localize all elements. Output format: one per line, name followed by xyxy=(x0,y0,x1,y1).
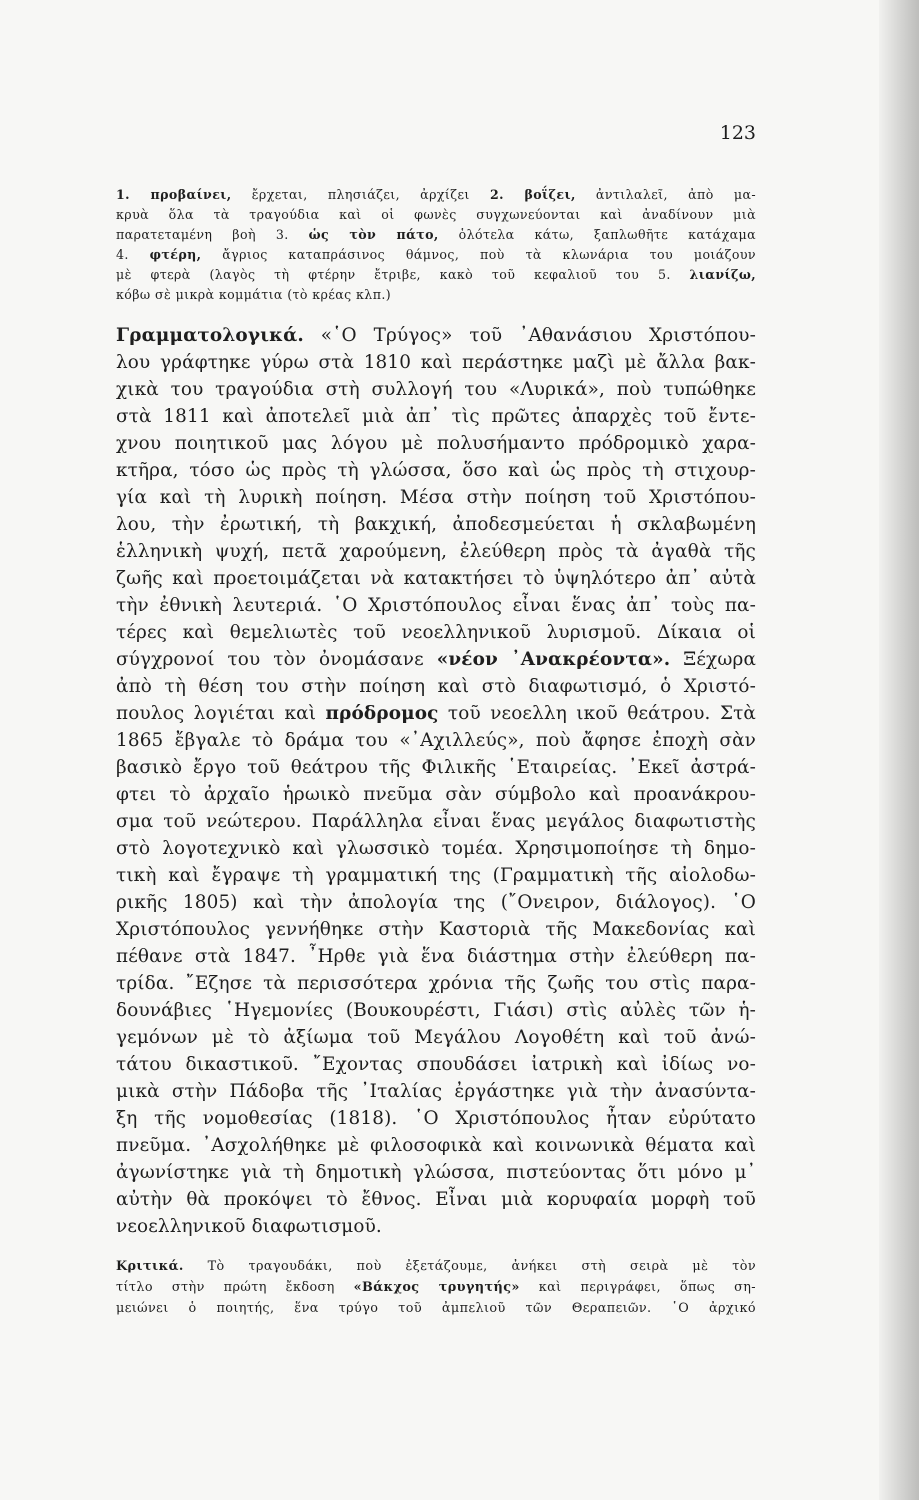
text-segment: ἀπὸ τὴ θέση του στὴν ποίηση καὶ στὸ διαφωτισμό, ὁ Χριστό- xyxy=(116,676,756,697)
emphasis-text: 2. βοΐζει, xyxy=(489,187,576,202)
text-line xyxy=(116,349,756,376)
text-line xyxy=(116,916,756,943)
critique-line xyxy=(116,1299,756,1320)
text-segment: ἀντιλαλεῖ, ἀπὸ μα- xyxy=(575,187,757,202)
text-segment: ὁλότελα κάτω, ξαπλωθῆτε κατάχαμα xyxy=(438,227,757,242)
text-segment: καὶ περιγράφει, ὅπως ση- xyxy=(519,1280,756,1295)
page-number: 123 xyxy=(719,122,756,144)
text-segment: ἑλληνικὴ ψυχή, πετᾶ χαρούμενη, ἐλεύθερη πρὸς τὰ ἀγαθὰ τῆς xyxy=(116,541,756,562)
text-segment: Χριστόπουλος γεννήθηκε στὴν Καστοριὰ τῆς Μακεδονίας καὶ xyxy=(116,919,756,940)
text-segment: λου γράφτηκε γύρω στὰ 1810 καὶ περάστηκε μαζὶ μὲ ἄλλα βακ- xyxy=(116,352,756,373)
text-segment: πέθανε στὰ 1847. ῏Ηρθε γιὰ ἕνα διάστημα στὴν ἐλεύθερη πα- xyxy=(116,946,756,967)
text-line xyxy=(116,430,756,457)
footnote-line xyxy=(116,285,756,305)
text-line xyxy=(116,376,756,403)
text-line xyxy=(116,1078,756,1105)
page-edge-shadow xyxy=(879,0,919,1500)
text-segment: σύγχρονοί του τὸν ὀνομάσανε xyxy=(116,649,437,670)
text-segment: ρικῆς 1805) καὶ τὴν ἀπολογία της (῎Ονειρον, διάλογος). ῾Ο xyxy=(116,892,756,913)
text-segment: κόβω σὲ μικρὰ κομμάτια (τὸ κρέας κλπ.) xyxy=(116,287,392,302)
text-line xyxy=(116,538,756,565)
text-line xyxy=(116,1105,756,1132)
text-line xyxy=(116,1186,756,1213)
text-segment: τὴν ἐθνικὴ λευτεριά. ῾Ο Χριστόπουλος εἶναι ἕνας ἀπ᾿ τοὺς πα- xyxy=(116,595,756,616)
text-segment: τοῦ νεοελλη ικοῦ θεάτρου. Στὰ xyxy=(438,703,756,724)
text-line xyxy=(116,754,756,781)
text-segment: Ξέχωρα xyxy=(670,649,757,670)
text-segment: ἄγριος καταπράσινος θάμνος, ποὺ τὰ κλωνάρια του μοιάζουν xyxy=(201,247,756,262)
text-line xyxy=(116,1024,756,1051)
text-line xyxy=(116,862,756,889)
text-line xyxy=(116,943,756,970)
text-segment: πνεῦμα. ᾿Ασχολήθηκε μὲ φιλοσοφικὰ καὶ κοινωνικὰ θέματα καὶ xyxy=(116,1135,756,1156)
text-line xyxy=(116,322,756,349)
emphasis-text: «Βάκχος τρυγητής» xyxy=(353,1280,520,1295)
text-line xyxy=(116,970,756,997)
text-segment: χικὰ του τραγούδια στὴ συλλογή του «Λυρικά», ποὺ τυπώθηκε xyxy=(116,379,756,400)
emphasis-text: 1. προβαίνει, xyxy=(116,187,232,202)
text-segment: ζωῆς καὶ προετοιμάζεται νὰ κατακτήσει τὸ ὑψηλότερο ἀπ᾿ αὐτὰ xyxy=(116,568,756,589)
text-line xyxy=(116,700,756,727)
emphasis-text: λιανίζω, xyxy=(689,267,756,282)
footnote-line xyxy=(116,265,756,285)
text-segment: ἔρχεται, πλησιάζει, ἀρχίζει xyxy=(231,187,490,202)
text-segment: αὐτὴν θὰ προκόψει τὸ ἔθνος. Εἶναι μιὰ κορυφαία μορφὴ τοῦ xyxy=(116,1189,756,1210)
emphasis-text: ὡς τὸν πάτο, xyxy=(308,227,439,242)
text-segment: τικὴ καὶ ἔγραψε τὴ γραμματική της (Γραμματικὴ τῆς αἰολοδω- xyxy=(116,865,756,886)
text-line xyxy=(116,673,756,700)
text-segment: Τὸ τραγουδάκι, ποὺ ἐξετάζουμε, ἀνήκει στὴ σειρὰ μὲ τὸν xyxy=(183,1259,756,1274)
text-segment: δουνάβιες ῾Ηγεμονίες (Βουκουρέστι, Γιάσι) στὶς αὐλὲς τῶν ἡ- xyxy=(116,1000,756,1021)
text-segment: μικὰ στὴν Πάδοβα τῆς ᾿Ιταλίας ἐργάστηκε γιὰ τὴν ἀνασύντα- xyxy=(116,1081,756,1102)
text-line xyxy=(116,889,756,916)
text-segment: ἀγωνίστηκε γιὰ τὴ δημοτικὴ γλώσσα, πιστεύοντας ὅτι μόνο μ᾿ xyxy=(116,1162,756,1183)
emphasis-text: Γραμματολογικά. xyxy=(116,325,304,346)
text-line xyxy=(116,1159,756,1186)
text-line xyxy=(116,403,756,430)
text-segment: χνου ποιητικοῦ μας λόγου μὲ πολυσήμαντο πρόδρομικὸ χαρα- xyxy=(116,433,756,454)
text-line xyxy=(116,997,756,1024)
text-segment: νεοελληνικοῦ διαφωτισμοῦ. xyxy=(116,1216,382,1237)
text-segment: τρίδα. ῎Εζησε τὰ περισσότερα χρόνια τῆς ζωῆς του στὶς παρα- xyxy=(116,973,756,994)
text-line xyxy=(116,646,756,673)
text-segment: στὰ 1811 καὶ ἀποτελεῖ μιὰ ἀπ᾿ τὶς πρῶτες ἀπαρχὲς τοῦ ἔντε- xyxy=(116,406,756,427)
footnote-line xyxy=(116,245,756,265)
text-segment: τάτου δικαστικοῦ. ῎Εχοντας σπουδάσει ἰατρικὴ καὶ ἰδίως νο- xyxy=(116,1054,756,1075)
text-segment: κτῆρα, τόσο ὡς πρὸς τὴ γλώσσα, ὅσο καὶ ὡς πρὸς τὴ στιχουρ- xyxy=(116,460,756,481)
emphasis-text: φτέρη, xyxy=(149,247,202,262)
critique-line xyxy=(116,1257,756,1278)
text-segment: τίτλο στὴν πρώτη ἔκδοση xyxy=(116,1280,354,1295)
text-segment: παρατεταμένη βοὴ 3. xyxy=(116,227,309,242)
text-segment: γεμόνων μὲ τὸ ἀξίωμα τοῦ Μεγάλου Λογοθέτη καὶ τοῦ ἀνώ- xyxy=(116,1027,756,1048)
text-segment: σμα τοῦ νεώτερου. Παράλληλα εἶναι ἕνας μεγάλος διαφωτιστὴς xyxy=(116,811,756,832)
text-segment: φτει τὸ ἀρχαῖο ἡρωικὸ πνεῦμα σὰν σύμβολο καὶ προανάκρου- xyxy=(116,784,756,805)
emphasis-text: πρόδρομος xyxy=(325,703,439,724)
text-line xyxy=(116,1213,756,1240)
text-segment: 4. xyxy=(116,247,150,262)
text-line xyxy=(116,1051,756,1078)
text-segment: λου, τὴν ἐρωτική, τὴ βακχική, ἀποδεσμεύεται ἡ σκλαβωμένη xyxy=(116,514,756,535)
text-line xyxy=(116,511,756,538)
text-segment: ξη τῆς νομοθεσίας (1818). ῾Ο Χριστόπουλος ἦταν εὐρύτατο xyxy=(116,1108,756,1129)
text-segment: βασικὸ ἔργο τοῦ θεάτρου τῆς Φιλικῆς ῾Εταιρείας. ᾿Εκεῖ ἀστρά- xyxy=(116,757,756,778)
text-segment: γία καὶ τὴ λυρικὴ ποίηση. Μέσα στὴν ποίηση τοῦ Χριστόπου- xyxy=(116,487,756,508)
text-segment: μὲ φτερὰ (λαγὸς τὴ φτέρην ἔτριβε, κακὸ τοῦ κεφαλιοῦ του 5. xyxy=(116,267,690,282)
footnote-line xyxy=(116,205,756,225)
footnote-line xyxy=(116,225,756,245)
text-line xyxy=(116,727,756,754)
text-line xyxy=(116,592,756,619)
text-line xyxy=(116,619,756,646)
emphasis-text: «νέον ᾿Ανακρέοντα». xyxy=(436,649,671,670)
text-line xyxy=(116,808,756,835)
text-segment: μειώνει ὁ ποιητής, ἕνα τρύγο τοῦ ἀμπελιοῦ τῶν Θεραπειῶν. ῾Ο ἀρχικό xyxy=(116,1301,756,1316)
text-segment: τέρες καὶ θεμελιωτὲς τοῦ νεοελληνικοῦ λυρισμοῦ. Δίκαια οἱ xyxy=(116,622,756,643)
text-segment: κρυὰ ὅλα τὰ τραγούδια καὶ οἱ φωνὲς συγχωνεύονται καὶ ἀναδίνουν μιὰ xyxy=(116,207,756,222)
critique-line xyxy=(116,1278,756,1299)
text-segment: στὸ λογοτεχνικὸ καὶ γλωσσικὸ τομέα. Χρησιμοποίησε τὴ δημο- xyxy=(116,838,756,859)
text-line xyxy=(116,835,756,862)
text-line xyxy=(116,1132,756,1159)
text-segment: 1865 ἔβγαλε τὸ δράμα του «᾿Αχιλλεύς», ποὺ ἄφησε ἐποχὴ σὰν xyxy=(116,730,756,751)
text-segment: πουλος λογιέται καὶ xyxy=(116,703,326,724)
text-line xyxy=(116,565,756,592)
footnote-line xyxy=(116,185,756,205)
text-line xyxy=(116,457,756,484)
emphasis-text: Κριτικά. xyxy=(116,1259,184,1274)
text-line xyxy=(116,781,756,808)
text-segment: «῾Ο Τρύγος» τοῦ ᾿Αθανάσιου Χριστόπου- xyxy=(303,325,756,346)
text-line xyxy=(116,484,756,511)
